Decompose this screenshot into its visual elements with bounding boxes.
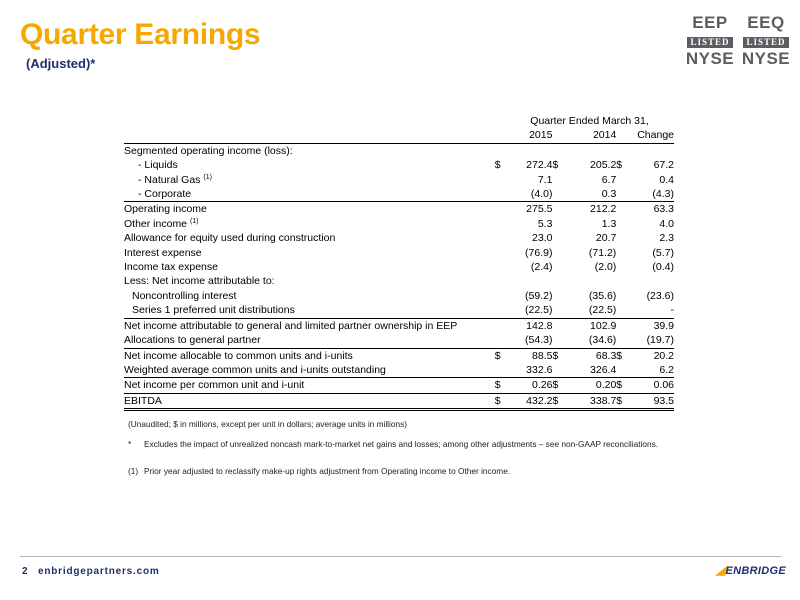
column-header-change: Change: [627, 128, 674, 143]
value-2015: 332.6: [505, 363, 552, 378]
row-label: Allowance for equity used during construction: [124, 232, 336, 245]
value-2014: 6.7: [601, 173, 617, 186]
footnote-ref: (1): [189, 217, 199, 225]
listed-badge: LISTED: [687, 37, 732, 48]
value-2014: 68.3: [563, 348, 617, 363]
footnote-text: Prior year adjusted to reclassify make-up rights adjustment from Operating income to Other income.: [144, 466, 511, 476]
eep-nyse-listed-logo: [684, 14, 736, 68]
value-change: (19.7): [646, 334, 674, 347]
period-header: Quarter Ended March 31,: [530, 115, 649, 127]
value-2014: 1.3: [601, 217, 617, 230]
row-label: EBITDA: [124, 393, 495, 409]
currency-symbol: $: [495, 378, 505, 393]
row-label: Noncontrolling interest: [132, 289, 237, 302]
value-2015: 88.5: [505, 348, 552, 363]
value-2015: (4.0): [530, 188, 553, 201]
enbridge-logo: [716, 563, 786, 577]
value-change: (0.4): [652, 261, 674, 274]
table-row: [124, 289, 674, 303]
table-row: [124, 217, 674, 231]
value-change: 93.5: [627, 393, 674, 409]
logo-text: ENBRIDGE: [725, 565, 786, 577]
value-2015: 275.5: [505, 202, 552, 217]
table-row: [124, 318, 674, 333]
table-row: [124, 333, 674, 348]
value-2015: 23.0: [532, 232, 553, 245]
units-note: (Unaudited; $ in millions, except per unit in dollars; average units in millions): [128, 419, 408, 429]
table-row: [124, 260, 674, 274]
currency-symbol: $: [616, 393, 626, 409]
value-2015: 432.2: [505, 393, 552, 409]
footnote-marker: *: [128, 439, 132, 449]
value-change: 6.2: [627, 363, 674, 378]
value-change: -: [670, 304, 674, 317]
listed-badge: LISTED: [743, 37, 788, 48]
row-label: Net income attributable to general and limited partner ownership in EEP: [124, 318, 495, 333]
table-row: [124, 378, 674, 393]
currency-symbol: $: [552, 378, 562, 393]
value-2014: 338.7: [563, 393, 617, 409]
column-header-2014: 2014: [563, 128, 617, 143]
value-change: (23.6): [646, 289, 674, 302]
value-2015: 7.1: [537, 173, 553, 186]
currency-symbol: $: [552, 159, 559, 172]
table-row: [124, 246, 674, 260]
table-row: [124, 303, 674, 318]
value-change: 4.0: [659, 217, 674, 230]
row-label: - Corporate: [138, 188, 192, 201]
table-row: [124, 393, 674, 409]
table-header-row: [124, 128, 674, 143]
value-change: 67.2: [653, 159, 674, 172]
value-2015: 272.4: [526, 159, 553, 172]
footnote-1: [128, 466, 668, 477]
value-2015: (2.4): [530, 261, 553, 274]
value-2014: (71.2): [588, 246, 617, 259]
row-label: Income tax expense: [124, 261, 218, 274]
page-number: 2: [22, 566, 28, 577]
page-subtitle: (Adjusted)*: [26, 56, 96, 71]
earnings-table: [124, 114, 674, 411]
asterisk-footnote: [128, 439, 668, 450]
value-change: 39.9: [627, 318, 674, 333]
footer-divider: [20, 556, 782, 557]
value-2015: (59.2): [525, 289, 553, 302]
footnote-ref: (1): [203, 173, 212, 181]
row-label: Net income per common unit and i-unit: [124, 378, 495, 393]
row-label: - Liquids: [138, 159, 178, 172]
ticker-symbol: EEP: [692, 13, 728, 32]
value-2014: (35.6): [588, 289, 617, 302]
value-2014: 0.3: [601, 188, 617, 201]
exchange-name: NYSE: [685, 49, 735, 68]
currency-symbol: $: [494, 159, 501, 172]
value-2014: 205.2: [590, 159, 617, 172]
row-label: Allocations to general partner: [124, 334, 261, 347]
value-2014: (34.6): [588, 334, 617, 347]
value-change: 20.2: [627, 348, 674, 363]
row-label: Segmented operating income (loss):: [124, 144, 293, 157]
table-row: [124, 231, 674, 245]
value-2015: (22.5): [525, 304, 553, 317]
currency-symbol: $: [616, 378, 626, 393]
value-change: (5.7): [652, 246, 674, 259]
row-label: Series 1 preferred unit distributions: [132, 304, 295, 317]
value-2014: 326.4: [563, 363, 617, 378]
currency-symbol: $: [616, 348, 626, 363]
row-label: Less: Net income attributable to:: [124, 275, 275, 288]
value-2015: 142.8: [505, 318, 552, 333]
currency-symbol: $: [552, 393, 562, 409]
value-change: (4.3): [652, 188, 674, 201]
footer-url: enbridgepartners.com: [38, 566, 160, 577]
currency-symbol: $: [552, 348, 562, 363]
value-2014: 0.20: [563, 378, 617, 393]
currency-symbol: $: [616, 159, 623, 172]
value-2014: 20.7: [595, 232, 617, 245]
table-row: [124, 158, 674, 172]
value-2014: (22.5): [588, 304, 617, 317]
page-title: Quarter Earnings: [20, 18, 261, 51]
row-label: Other income $^{(1)}$: [124, 217, 199, 230]
value-change: 63.3: [627, 202, 674, 217]
row-label: - Natural Gas $^{(1)}$: [138, 173, 212, 186]
row-label: Interest expense: [124, 246, 202, 259]
currency-symbol: $: [495, 393, 505, 409]
enbridge-logo-icon: ◢: [716, 563, 726, 577]
table-row: [124, 187, 674, 202]
footnote-marker: (1): [128, 466, 139, 476]
table-row: [124, 363, 674, 378]
value-change: 2.3: [659, 232, 674, 245]
row-label: Operating income: [124, 202, 495, 217]
table-row: [124, 173, 674, 187]
currency-symbol: $: [495, 348, 505, 363]
row-label: Net income allocable to common units and i-units: [124, 348, 495, 363]
table-row: [124, 143, 674, 158]
value-2014: 102.9: [563, 318, 617, 333]
ticker-symbol: EEQ: [747, 13, 785, 32]
value-2015: 0.26: [505, 378, 552, 393]
value-change: 0.06: [627, 378, 674, 393]
table-row: [124, 348, 674, 363]
eeq-nyse-listed-logo: [740, 14, 792, 68]
row-label: Weighted average common units and i-units outstanding: [124, 363, 495, 378]
value-2015: (76.9): [525, 246, 553, 259]
table-row: [124, 202, 674, 217]
exchange-name: NYSE: [741, 49, 791, 68]
table-row: [124, 274, 674, 288]
column-header-2015: 2015: [505, 128, 552, 143]
value-2015: (54.3): [525, 334, 553, 347]
value-change: 0.4: [659, 173, 674, 186]
footnote-text: Excludes the impact of unrealized noncash mark-to-market net gains and losses; among other adjustments – see non-GAAP reconciliations.: [144, 439, 659, 449]
table-period-row: [124, 114, 674, 128]
value-2015: 5.3: [537, 217, 553, 230]
value-2014: (2.0): [594, 261, 617, 274]
value-2014: 212.2: [563, 202, 617, 217]
